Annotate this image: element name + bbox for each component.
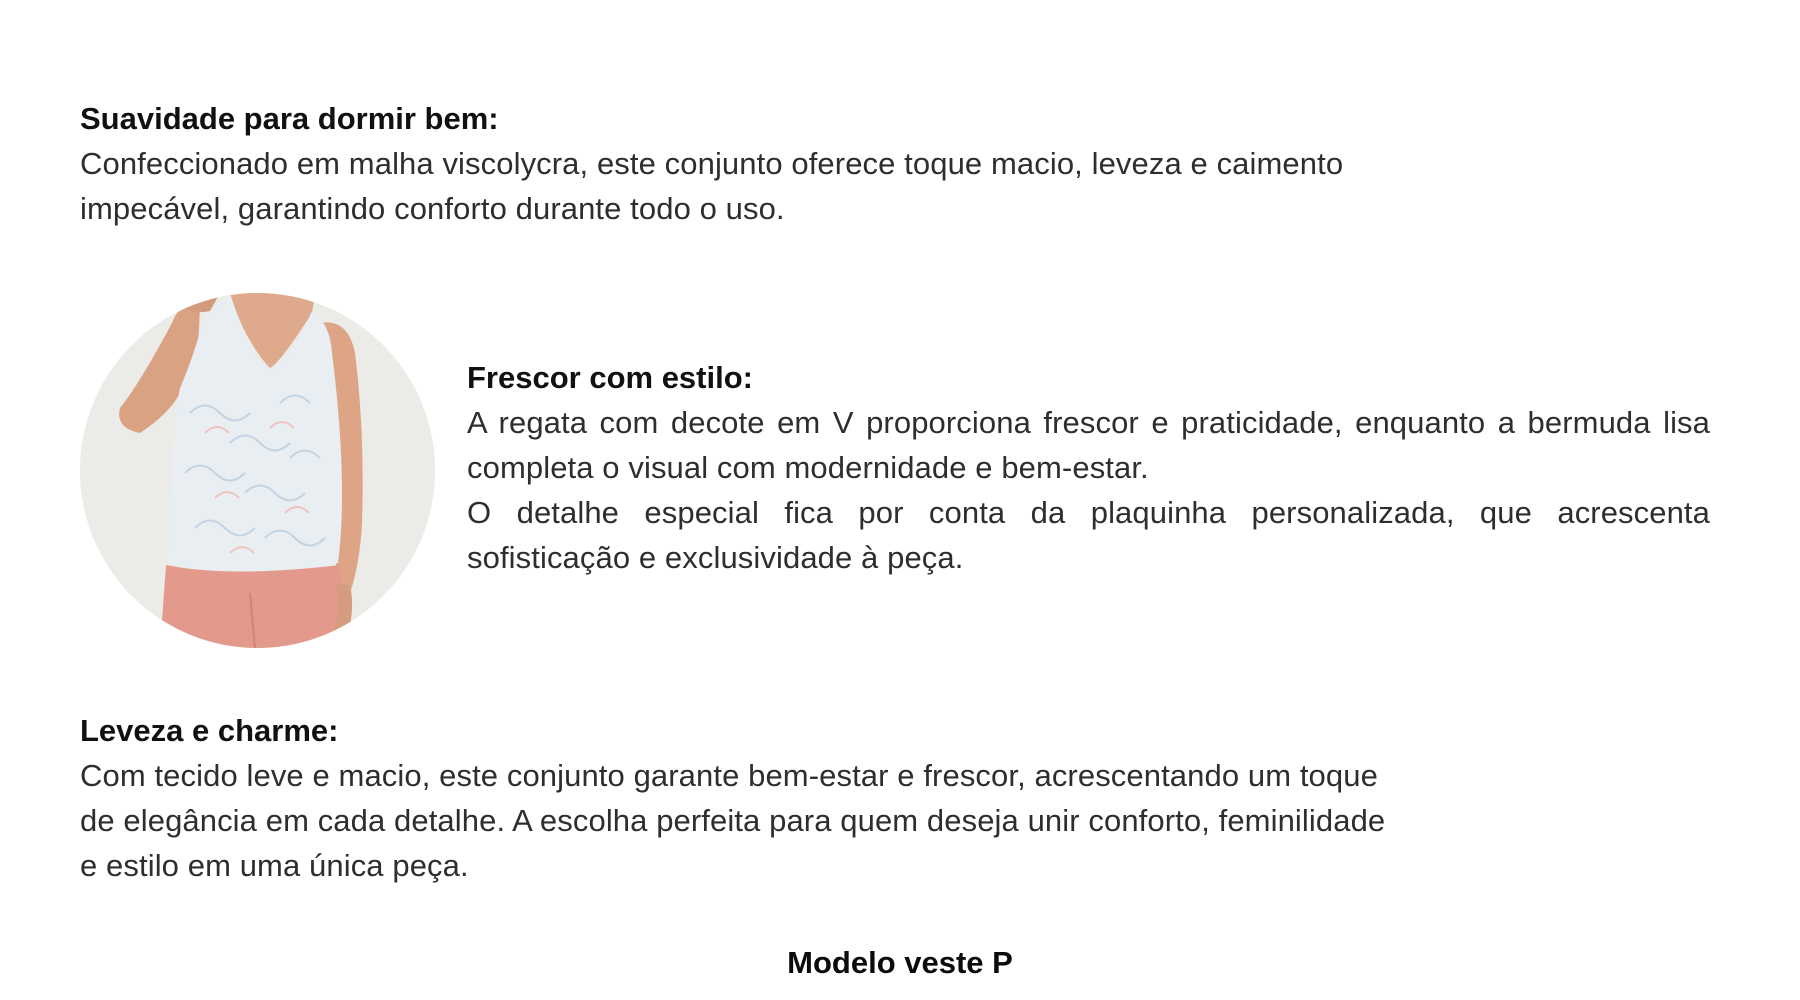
section-heading: Frescor com estilo: [467,360,753,395]
model-photo [80,293,435,648]
section-heading: Leveza e charme: [80,713,339,748]
section-body-line: de elegância em cada detalhe. A escolha perfeita para quem deseja unir conforto, feminilidade [80,803,1386,838]
section-heading: Suavidade para dormir bem: [80,101,499,136]
section-paragraph: A regata com decote em V proporciona frescor e praticidade, enquanto a bermuda lisa completa o visual com modernidade e bem-estar. [467,405,1710,485]
section-body-line: Confeccionado em malha viscolycra, este conjunto oferece toque macio, leveza e caimento [80,146,1344,181]
section-body-line: impecável, garantindo conforto durante todo o uso. [80,191,785,226]
section-freshness-text [467,355,1710,580]
section-paragraph: O detalhe especial fica por conta da plaquinha personalizada, que acrescenta sofisticação e exclusividade à peça. [467,495,1710,575]
section-body-line: e estilo em uma única peça. [80,848,469,883]
section-lightness [80,708,1680,888]
section-body-line: Com tecido leve e macio, este conjunto garante bem-estar e frescor, acrescentando um toque [80,758,1378,793]
section-freshness [80,293,1710,648]
model-size-note: Modelo veste P [787,945,1013,980]
section-softness [80,96,1680,231]
model-photo-illustration [80,293,435,648]
